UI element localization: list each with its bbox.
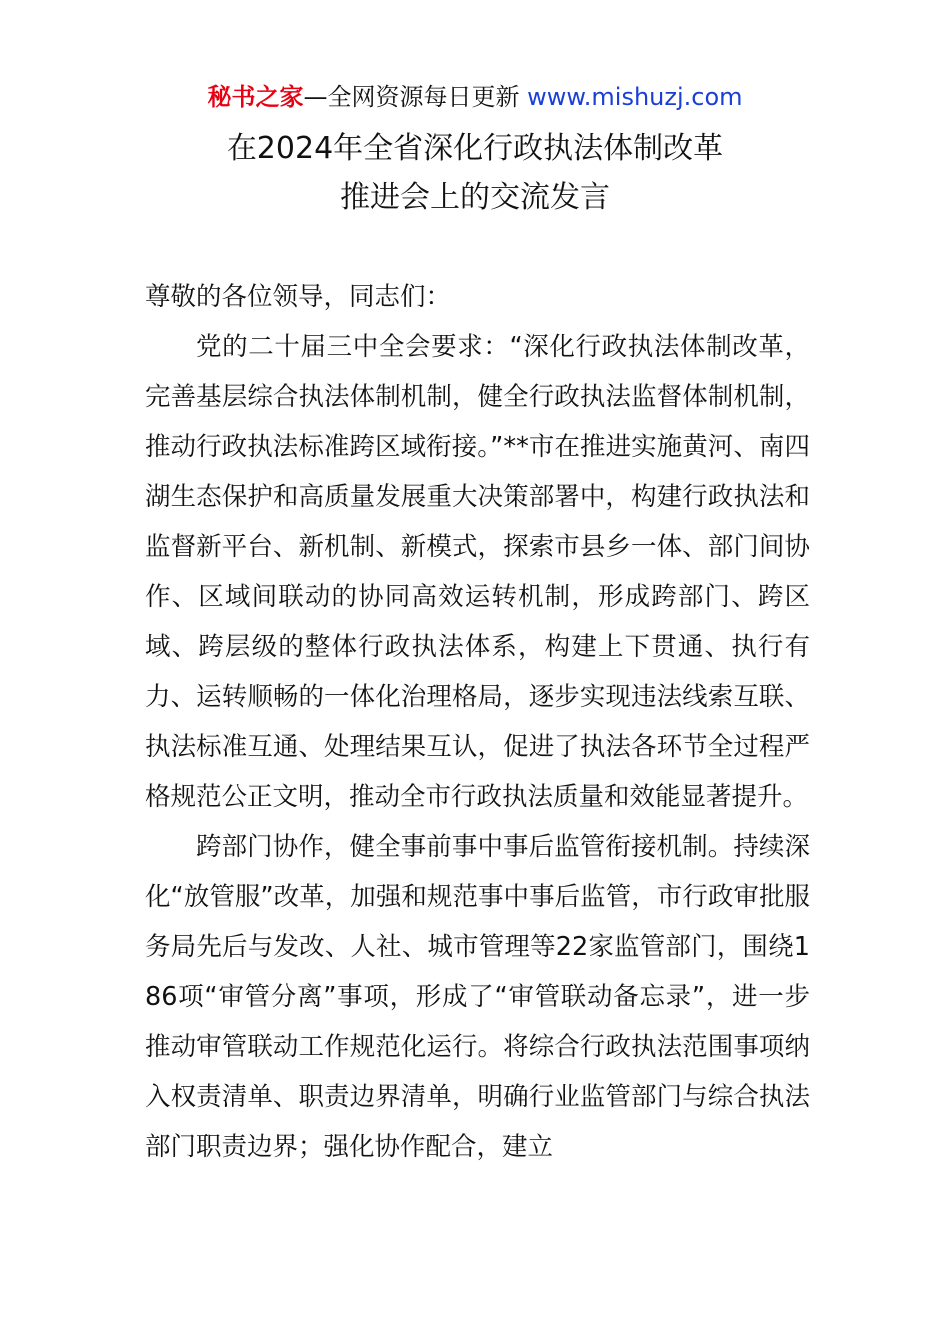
document-title-line-1: 在2024年全省深化行政执法体制改革 [226,131,724,166]
site-url-link[interactable]: www.mishuzj.com [527,83,743,111]
document-body [145,272,810,1172]
site-tagline: —全网资源每日更新 [303,83,528,111]
document-title-line-2: 推进会上的交流发言 [340,180,610,215]
paragraph-1: 党的二十届三中全会要求：“深化行政执法体制改革，完善基层综合执法体制机制，健全行政执法监督体制机制，推动行政执法标准跨区域衔接。”**市在推进实施黄河、南四湖生态保护和高质量发展重大决策部署中，构建行政执法和监督新平台、新机制、新模式，探索市县乡一体、部门间协作、区域间联动的协同高效运转机制，形成跨部门、跨区域、跨层级的整体行政执法体系，构建上下贯通、执行有力、运转顺畅的一体化治理格局，逐步实现违法线索互联、执法标准互通、处理结果互认，促进了执法各环节全过程严格规范公正文明，推动全市行政执法质量和效能显著提升。 [145,332,810,812]
site-header [0,80,950,114]
site-brand: 秘书之家 [207,83,304,111]
paragraph-2: 跨部门协作，健全事前事中事后监管衔接机制。持续深化“放管服”改革，加强和规范事中事后监管，市行政审批服务局先后与发改、人社、城市管理等22家监管部门，围绕186项“审管分离”事项，形成了“审管联动备忘录”，进一步推动审管联动工作规范化运行。将综合行政执法范围事项纳入权责清单、职责边界清单，明确行业监管部门与综合执法部门职责边界；强化协作配合，建立 [145,832,810,1162]
salutation: 尊敬的各位领导，同志们： [145,282,452,312]
